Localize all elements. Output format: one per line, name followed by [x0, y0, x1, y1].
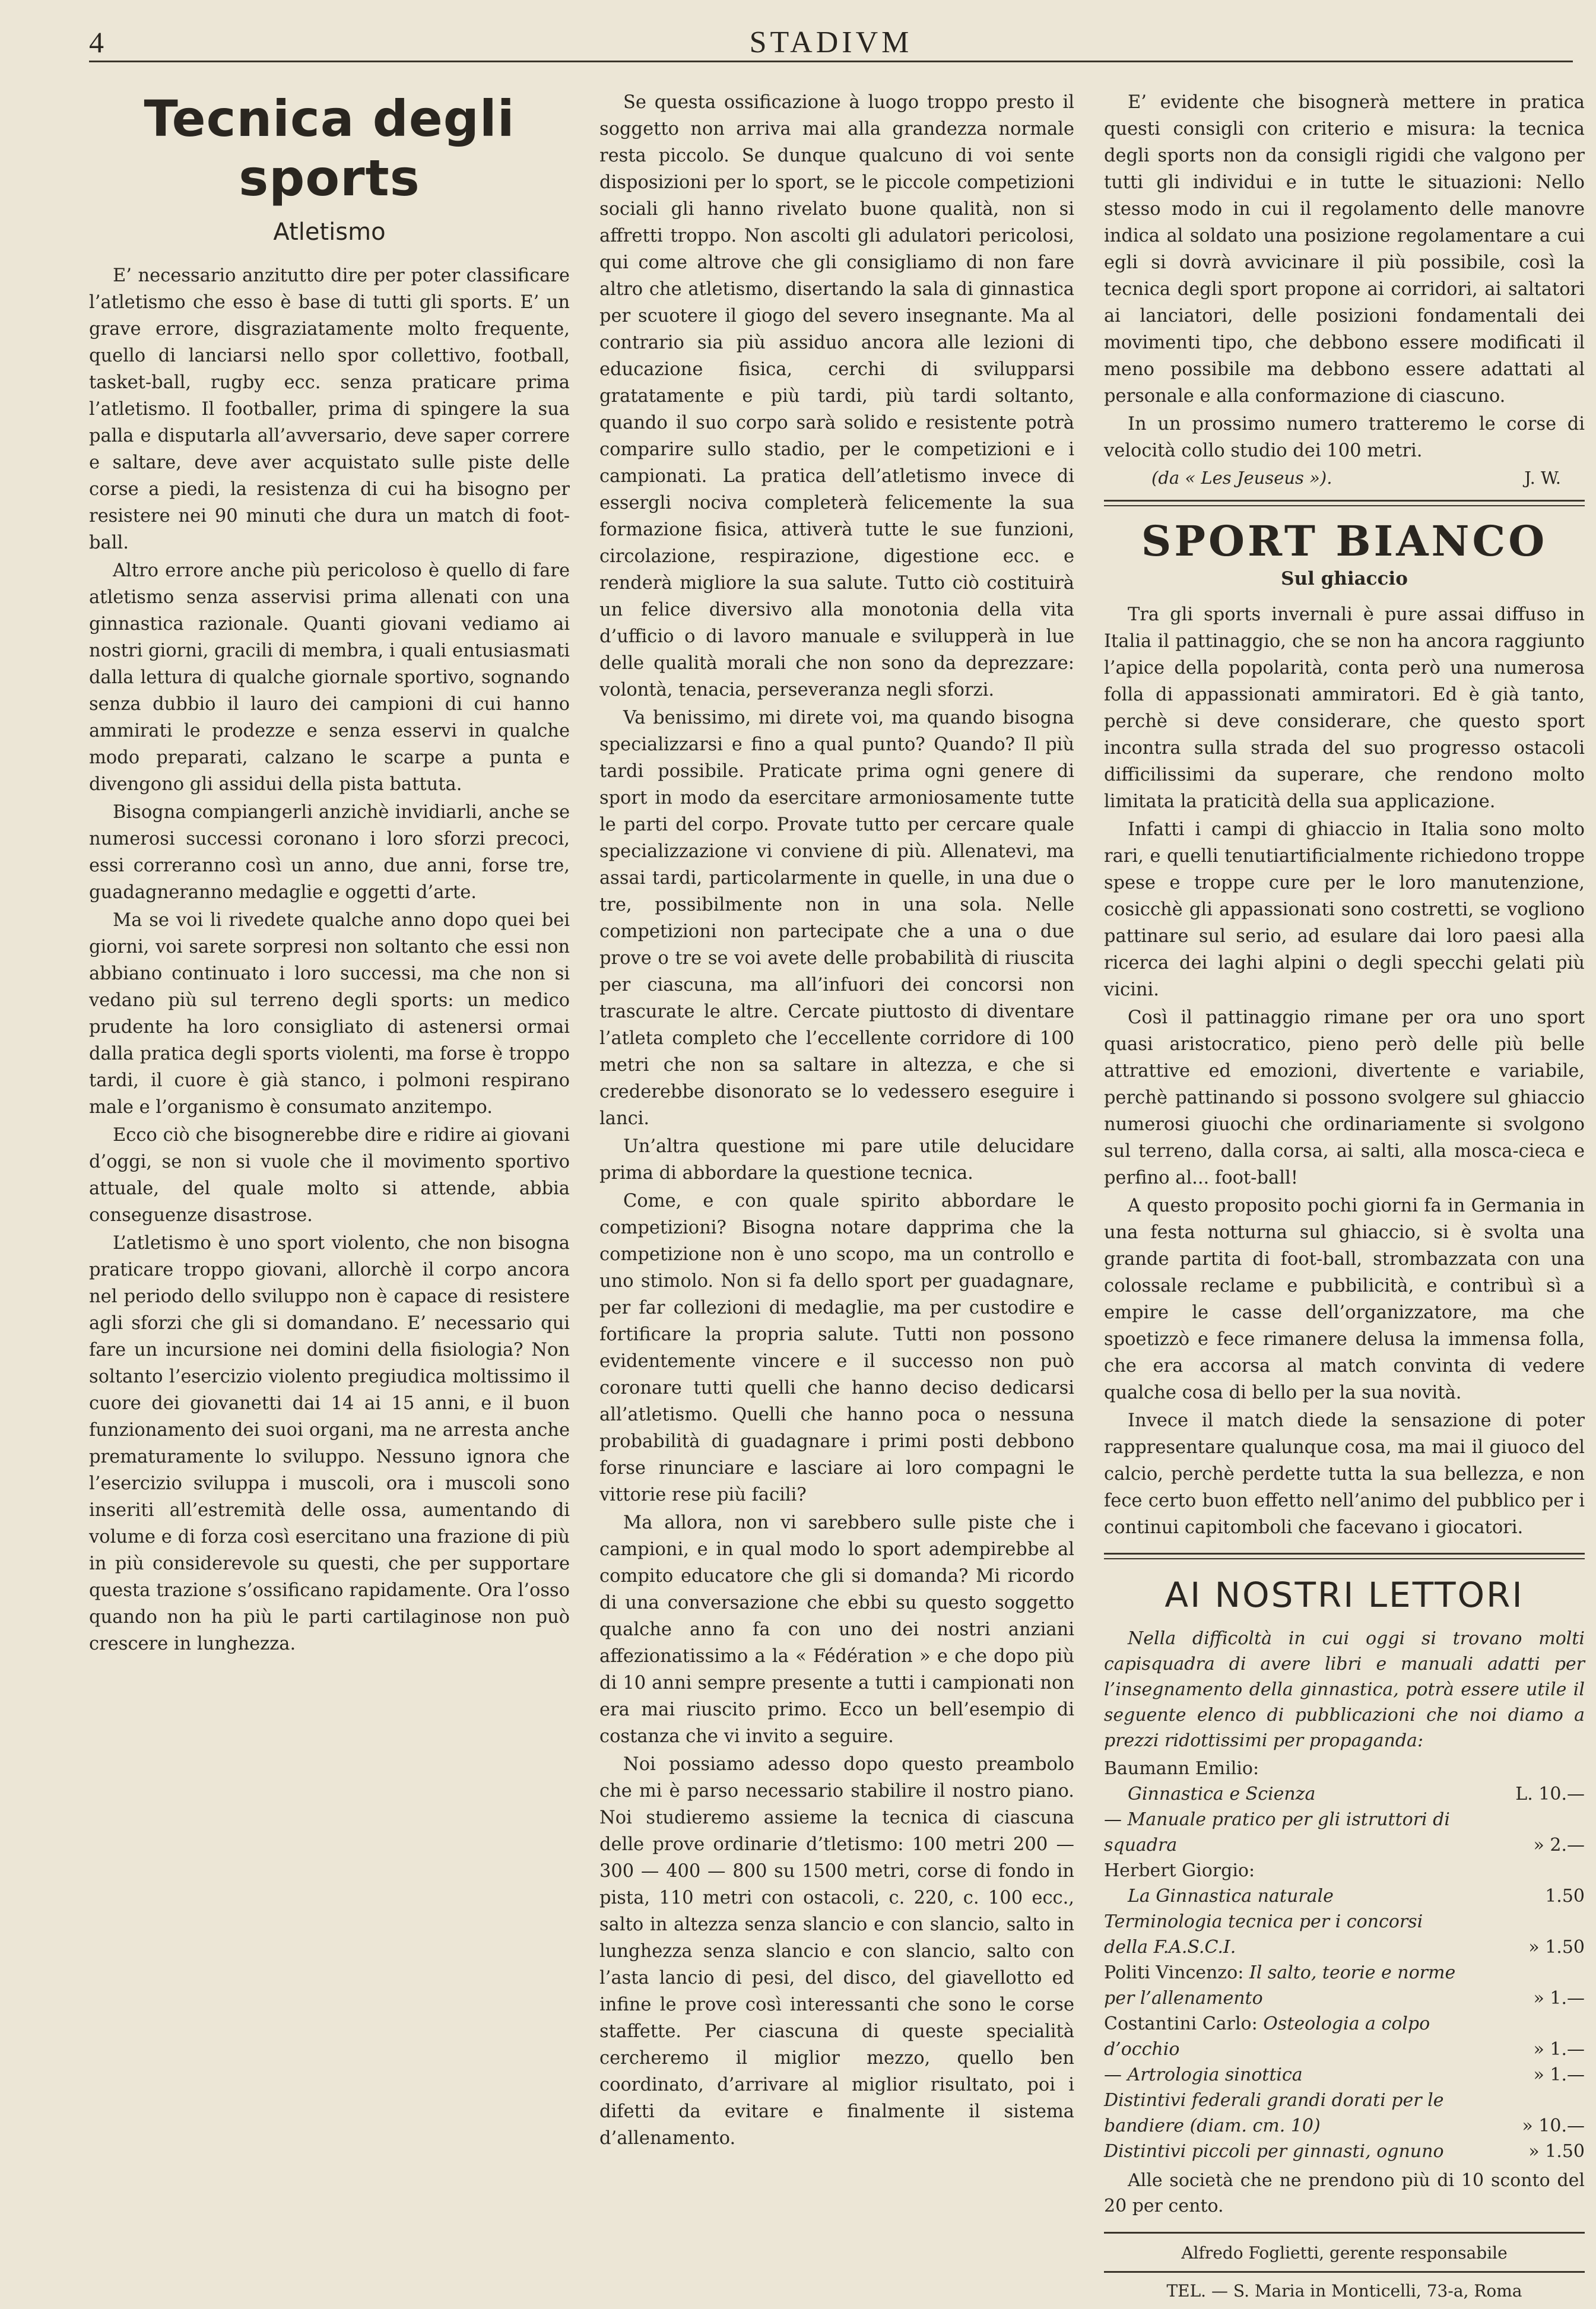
article-paragraph: Ecco ciò che bisognerebbe dire e ridire ai giovani d’oggi, se non si vuole che il movimento sportivo attuale, del quale molto si attende, abbia conseguenze disastrose.: [89, 1125, 570, 1226]
item-price: 1.50: [1545, 1937, 1585, 1958]
article-body-part-3: [1104, 89, 1585, 464]
article-subtitle-ghiaccio: Sul ghiaccio: [1281, 568, 1408, 589]
article-paragraph: Altro errore anche più pericoloso è quello di fare atletismo senza asservisi prima allenati con una ginnastica razionale. Quanti giovani vediamo ai nostri giorni, gracili di membra, i quali entusiasmati dalla lettura di qualche giornale sportivo, sognando senza dubbio il lauro dei campioni di cui hanno ammirati le prodezze e senza esservi in qualche modo preparati, calzano le scarpe a punta e divengono gli assidui della pista battuta.: [89, 560, 570, 795]
item-author: Politi Vincenzo:: [1104, 1962, 1244, 1983]
masthead: [89, 24, 1573, 62]
price-list-item: [1104, 1960, 1585, 2011]
item-currency: L.: [1515, 1784, 1533, 1804]
item-title: Distintivi piccoli per ginnasti, ognuno: [1104, 2141, 1444, 2162]
item-price: 1.—: [1550, 2039, 1585, 2060]
price-list-item: [1104, 2139, 1585, 2164]
article-paragraph: In un prossimo numero tratteremo le corse di velocità collo studio dei 100 metri.: [1104, 414, 1585, 461]
article-byline: [1104, 465, 1585, 488]
masthead-title: STADIVM: [749, 26, 913, 59]
page-number: 4: [89, 26, 104, 59]
column-3: [1104, 89, 1585, 2301]
price-list-item: [1104, 1909, 1585, 1960]
item-author: —: [1104, 2064, 1122, 2085]
item-currency: »: [1533, 1988, 1544, 2009]
price-list-item: [1104, 1858, 1585, 1909]
section-divider: [1104, 1553, 1585, 1559]
section-divider: [1104, 500, 1585, 506]
article-paragraph: Infatti i campi di ghiaccio in Italia sono molto rari, e quelli tenutiartificialmente richiedono troppe spese e troppe cure per le loro manutenzione, cosicchè gli appassionati sono costretti, se vogliono pattinare sul serio, ad esulare dai loro paesi alla ricerca dei laghi alpini o degli specchi gelati più vicini.: [1104, 819, 1585, 1000]
item-author: Costantini Carlo:: [1104, 2013, 1258, 2034]
price-list-item: [1104, 1756, 1585, 1807]
article-paragraph: L’atletismo è uno sport violento, che non bisogna praticare troppo giovani, allorchè il corpo ancora nel periodo dello sviluppo non è capace di resistere agli sforzi che gli si domandano. E’ necessario qui fare un incursione nei domini della fisiologia? Non soltanto l’esercizio violento pregiudica moltissimo il cuore dei giovanetti dai 14 ai 15 anni, e il buon funzionamento dei suoi organi, ma ne arresta anche prematuramente lo sviluppo. Nessuno ignora che l’esercizio sviluppa i muscoli, ora i muscoli sono inseriti all’estremità delle ossa, aumentando di volume e di forza così esercitano una frazione di più in più considerevole su questi, che per supportare questa trazione s’ossificano rapidamente. Ora l’osso quando non ha più le parti cartilaginose non può crescere in lunghezza.: [89, 1233, 570, 1654]
item-currency: »: [1528, 2141, 1540, 2162]
item-currency: »: [1522, 2115, 1533, 2136]
footer-divider: [1104, 2271, 1585, 2273]
item-author: —: [1104, 1809, 1122, 1830]
item-price: 1.—: [1550, 1988, 1585, 2009]
discount-note: Alle società che ne prendono più di 10 sconto del 20 per cento.: [1104, 2170, 1585, 2216]
article-title-sport-bianco: SPORT BIANCO: [1141, 516, 1548, 566]
column-1: [89, 89, 570, 1658]
article-source: (da « Les Jeuseus »).: [1151, 468, 1332, 488]
column-2: [599, 89, 1074, 2153]
article-paragraph: Noi possiamo adesso dopo questo preambolo che mi è parso necessario stabilire il nostro piano. Noi studieremo assieme la tecnica di ciascuna delle prove ordinarie d’tletismo: 100 metri 200 — 300 — 400 — 800 su 1500 metri, corse di fondo in pista, 110 metri con ostacoli, c. 220, c. 100 ecc., salto in altezza senza slancio e con slancio, salto in lunghezza senza slancio e con slancio, salto con l’asta lancio di pesi, del disco, del giavellotto ed infine le prove così interessanti che sono le corse staffette. Per ciascuna di queste specialità cercheremo il miglior mezzo, quello ben coordinato, d’arrivare al miglior risultato, poi i difetti da evitare e finalmente il sistema d’allenamento.: [599, 1754, 1074, 2149]
item-title: Terminologia tecnica per i concorsi della F.A.S.C.I.: [1104, 1911, 1423, 1958]
article-paragraph: Invece il match diede la sensazione di poter rappresentare qualunque cosa, ma mai il giuoco del calcio, perchè perdette tutta la sua bellezza, e non fece certo buon effetto nell’animo del pubblico per i continui capitomboli che facevano i giocatori.: [1104, 1410, 1585, 1538]
gerente-line: Alfredo Foglietti, gerente responsabile: [1181, 2243, 1508, 2263]
article-paragraph: Un’altra questione mi pare utile delucidare prima di abbordare la questione tecnica.: [599, 1136, 1074, 1184]
item-currency: »: [1533, 2039, 1544, 2060]
article-paragraph: Va benissimo, mi direte voi, ma quando bisogna specializzarsi e fino a qual punto? Quando? Il più tardi possibile. Praticate prima ogni genere di sport in modo da esercitare armoniosamente tutte le parti del corpo. Provate tutto per cercare quale specializzazione vi conviene di più. Allenatevi, ma assai tardi, particolarmente in quelle, in una due o tre, possibilmente non in una sola. Nelle competizioni non partecipate che a una o due prove o tre se voi avete delle probabilità di riuscita per ciascuna, ma all’infuori dei concorsi non trascurate le altre. Cercate piuttosto di diventare l’atleta completo che l’eccellente corridore di 100 metri che non sa saltare in altezza, e che si crederebbe disonorato se lo vedessero eseguire i lanci.: [599, 708, 1074, 1129]
item-price: 2.—: [1550, 1835, 1585, 1856]
article-paragraph: Se questa ossificazione à luogo troppo presto il soggetto non arriva mai alla grandezza normale resta piccolo. Se dunque qualcuno di voi sente disposizioni per lo sport, se le piccole competizioni sociali gli hanno rivelato buone qualità, non si affretti troppo. Non ascolti gli adulatori pericolosi, qui come altrove che gli consigliamo di non fare altro che atletismo, disertando la sala di ginnastica per scuotere il giogo del severo insegnante. Ma al contrario sia più assiduo ancora alle lezioni di educazione fisica, cerchi di svilupparsi gratatamente e più tardi, più tardi soltanto, quando il suo corpo sarà solido e resistente potrà comparire sullo stadio, per le competizioni e i campionati. La pratica dell’atletismo invece di essergli nociva completerà felicemente la sua formazione fisica, attiverà tutte le sue funzioni, circolazione, respirazione, digestione ecc. e renderà migliore la sua salute. Tutto ciò costituirà un felice diversivo alla monotonia della vita d’ufficio o di lavoro manuale e svilupperà in lue delle qualità morali che non sono da deprezzare: volontà, tenacia, perseveranza negli sforzi.: [599, 92, 1074, 700]
article-paragraph: Come, e con quale spirito abbordare le competizioni? Bisogna notare dapprima che la competizione non è uno scopo, ma un controllo e uno stimolo. Non si fa dello sport per guadagnare, per far collezioni di medaglie, ma per custodire e fortificare la propria salute. Tutti non possono evidentemente vincere e il successo non può coronare tutti quelli che hanno deciso dedicarsi all’atletismo. Quelli che hanno poca o nessuna probabilità di guadagnare i primi posti debbono forse rinunciare e lasciare ai loro compagni le vittorie rese più facili?: [599, 1191, 1074, 1505]
item-title: Osteologia a colpo d’occhio: [1104, 2013, 1430, 2060]
article-paragraph: Così il pattinaggio rimane per ora uno sport quasi aristocratico, pieno però delle più belle attrattive ed emozioni, divertente e variabile, perchè pattinando si possono svolgere sul ghiaccio numerosi giuochi che ordinariamente si svolgono sul terreno, dalla corsa, ai salti, alla mosca-cieca e perfino al... foot-ball!: [1104, 1007, 1585, 1188]
item-title: Manuale pratico per gli istruttori di squadra: [1104, 1809, 1450, 1856]
price-list-item: [1104, 1807, 1585, 1858]
article-body-part-2: [599, 89, 1074, 2152]
footer-divider: [1104, 2232, 1585, 2234]
article-paragraph: A questo proposito pochi giorni fa in Germania in una festa notturna sul ghiaccio, si è svolta una grande partita di foot-ball, strombazzata con una colossale reclame e pubbilicità, e contribuì sì a empire le casse dell’organizzatore, ma che spoetizzò e fece rimanere delusa la immensa folla, che era accorsa al match convinta di vedere qualche cosa di bello per la sua novità.: [1104, 1195, 1585, 1403]
article-title-tecnica: Tecnica degli sports: [144, 90, 515, 207]
item-currency: »: [1533, 2064, 1544, 2085]
price-list-item: [1104, 2062, 1585, 2088]
lettori-title: AI NOSTRI LETTORI: [1165, 1575, 1524, 1615]
item-currency: »: [1528, 1937, 1540, 1958]
item-author: Baumann Emilio:: [1104, 1758, 1259, 1779]
article-paragraph: Bisogna compiangerli anzichè invidiarli, anche se numerosi successi coronano i loro sforzi precoci, essi correranno così un anno, due anni, forse tre, guadagneranno medaglie e oggetti d’arte.: [89, 802, 570, 903]
item-author: Herbert Giorgio:: [1104, 1860, 1255, 1881]
item-price: 10.—: [1538, 1784, 1585, 1804]
article-body-sport-bianco: [1104, 601, 1585, 1541]
item-currency: »: [1533, 1835, 1544, 1856]
lettori-intro: Nella difficoltà in cui oggi si trovano molti capisquadra di avere libri e manuali adatti per l’insegnamento della ginnastica, potrà essere utile il seguente elenco di pubblicazioni che noi diamo a prezzi ridottissimi per propaganda:: [1104, 1628, 1585, 1751]
article-subtitle-atletismo: Atletismo: [273, 218, 386, 246]
item-title: La Ginnastica naturale: [1128, 1886, 1334, 1907]
price-list-item: [1104, 2088, 1585, 2139]
item-price: 1.50: [1545, 1886, 1585, 1907]
item-title: Il salto, teorie e norme per l’allenamento: [1104, 1962, 1456, 2009]
article-body-part-1: [89, 262, 570, 1657]
item-title: Distintivi federali grandi dorati per le bandiere (diam. cm. 10): [1104, 2090, 1444, 2136]
item-title: Ginnastica e Scienza: [1128, 1784, 1316, 1804]
item-price: 1.50: [1545, 2141, 1585, 2162]
article-author: J. W.: [1524, 468, 1561, 488]
price-list-item: [1104, 2011, 1585, 2062]
article-paragraph: E’ necessario anzitutto dire per poter classificare l’atletismo che esso è base di tutti gli sports. E’ un grave errore, disgraziatamente molto frequente, quello di lanciarsi nello spor collettivo, football, tasket-ball, rugby ecc. senza praticare prima l’atletismo. Il footballer, prima di spingere la sua palla e disputarla all’avversario, deve saper correre e saltare, deve aver acquistato sulle piste delle corse a piedi, la resistenza di cui ha bisogno per resistere nei 90 minuti che dura un match di foot-ball.: [89, 265, 570, 553]
article-paragraph: E’ evidente che bisognerà mettere in pratica questi consigli con criterio e misura: la tecnica degli sports non da consigli rigidi che valgono per tutti gli individui e in tutte le situazioni: Nello stesso modo in cui il regolamento delle manovre indica al soldato una posizione regolamentare a cui egli si dovrà avvicinare il più possibile, così la tecnica degli sport propone ai corridori, ai saltatori ai lanciatori, delle posizioni fondamentali dei movimenti tipo, che debbono essere modificati il meno possibile ma debbono essere adattati al personale e alla conformazione di ciascuno.: [1104, 92, 1585, 407]
item-price: 10.—: [1538, 2115, 1585, 2136]
item-price: 1.—: [1550, 2064, 1585, 2085]
article-paragraph: Ma allora, non vi sarebbero sulle piste che i campioni, e in qual modo lo sport adempirebbe al compito educatore che gli si domanda? Mi ricordo di una conversazione che ebbi su questo soggetto qualche anno fa con uno dei nostri anziani affezionatissimo a la « Fédération » e che dopo più di 10 anni sempre presente a tutti i campionati non era mai riuscito primo. Ecco un bell’esempio di costanza che vi invito a seguire.: [599, 1512, 1074, 1747]
address-line: TEL. — S. Maria in Monticelli, 73-a, Roma: [1166, 2281, 1522, 2301]
article-paragraph: Ma se voi li rivedete qualche anno dopo quei bei giorni, voi sarete sorpresi non soltanto che essi non abbiano continuato i loro successi, ma che non si vedano più sul terreno degli sports: un medico prudente ha loro consigliato di astenersi ormai dalla pratica degli sports violenti, ma forse è troppo tardi, il cuore è già stanco, i polmoni respirano male e l’organismo è consumato anzitempo.: [89, 910, 570, 1118]
item-title: Artrologia sinottica: [1127, 2064, 1303, 2085]
publication-price-list: [1104, 1756, 1585, 2164]
article-paragraph: Tra gli sports invernali è pure assai diffuso in Italia il pattinaggio, che se non ha ancora raggiunto l’apice della popolarità, conta però una numerosa folla di appassionati ammiratori. Ed è già tanto, perchè si deve considerare, che questo sport incontra sulla strada del suo progresso ostacoli difficilissimi da superare, che rendono molto limitata la praticità della sua applicazione.: [1104, 604, 1585, 812]
